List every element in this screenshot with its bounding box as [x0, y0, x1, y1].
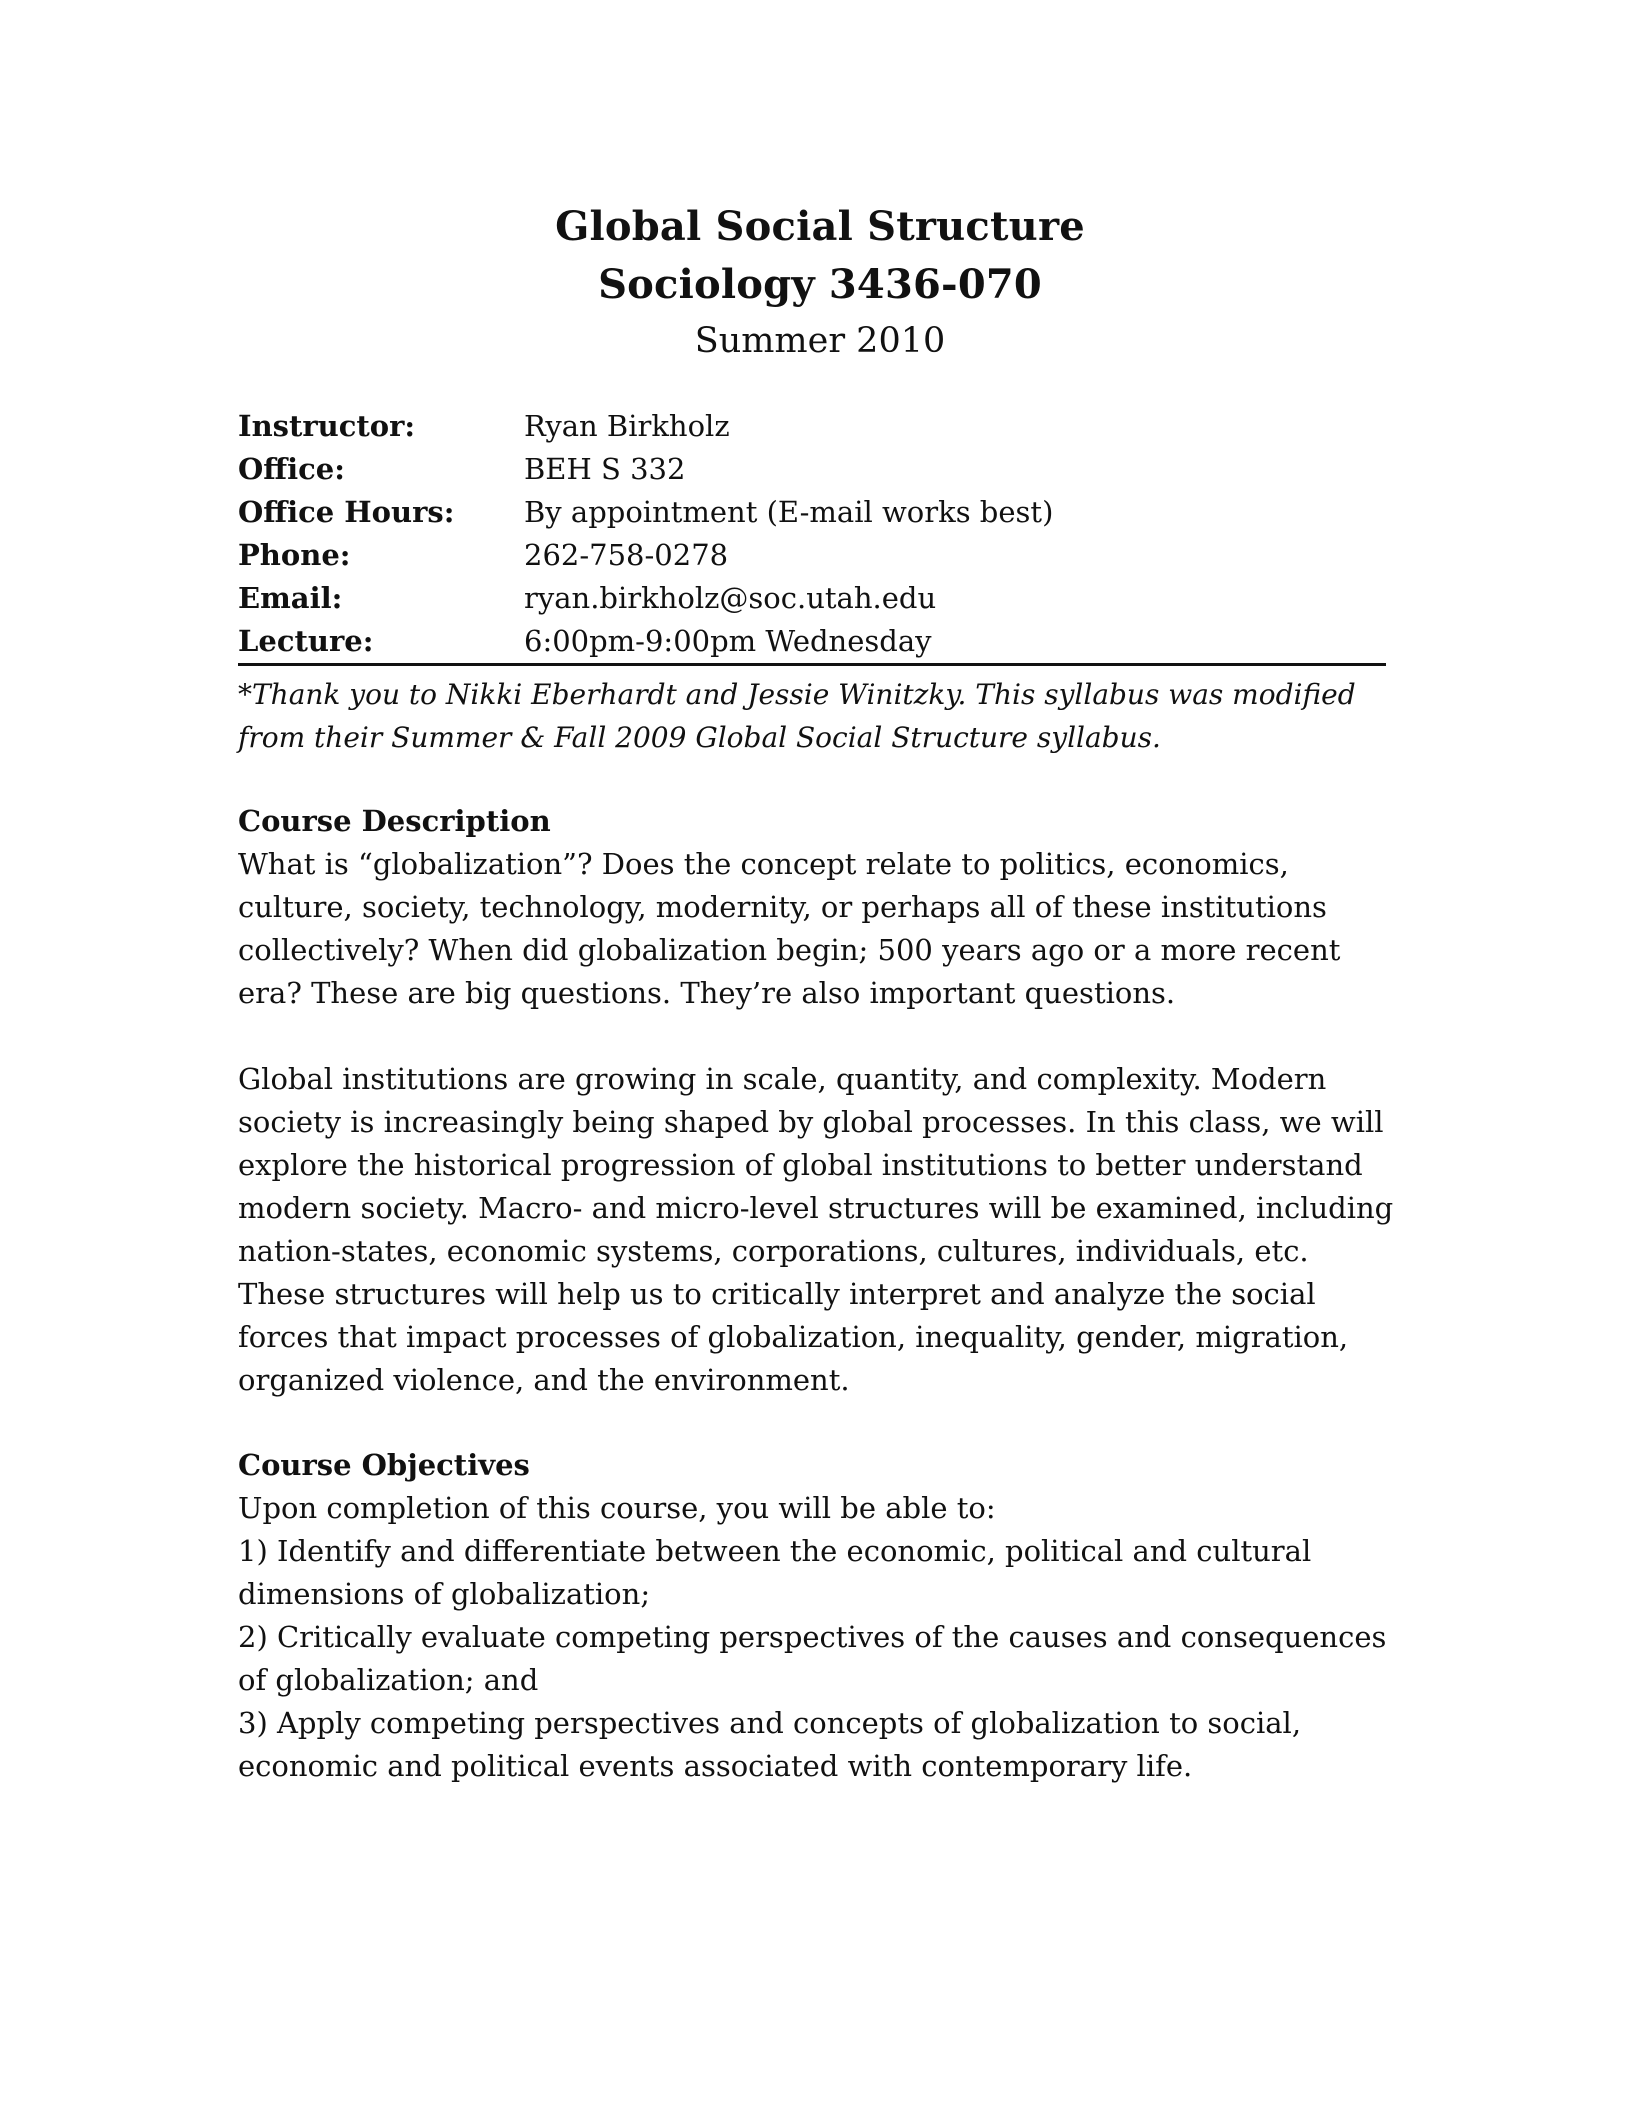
course-number: Sociology 3436-070: [598, 261, 1042, 308]
objective-item: 1) Identify and differentiate between the economic, political and cultural dimensions of globalization;: [238, 1534, 1312, 1611]
title-block: [0, 198, 1640, 366]
description-paragraph: Global institutions are growing in scale, quantity, and complexity. Modern society is increasingly being shaped by global processes. In this class, we will explore the historical progression of global institutions to better understand modern society. Macro- and micro-level structures will be examined, including nation-states, economic systems, corporations, cultures, individuals, etc. These structures will help us to critically interpret and analyze the social forces that impact processes of globalization, inequality, gender, migration, organized violence, and the environment.: [238, 1062, 1394, 1397]
description-paragraph: What is “globalization”? Does the concept relate to politics, economics, culture, society, technology, modernity, or perhaps all of these institutions collectively? When did globalization begin; 500 years ago or a more recent era? These are big questions. They’re also important questions.: [238, 847, 1341, 1010]
info-value: 6:00pm-9:00pm Wednesday: [524, 623, 932, 658]
info-label: Instructor:: [238, 408, 416, 443]
info-value: By appointment (E-mail works best): [524, 494, 1054, 529]
info-label: Office Hours:: [238, 494, 455, 529]
objective-item: 2) Critically evaluate competing perspectives of the causes and consequences of globalization; and: [238, 1620, 1387, 1697]
course-description-continued: [238, 1058, 1398, 1402]
section-heading: Course Objectives: [238, 1448, 530, 1482]
info-row-phone: [238, 533, 1386, 576]
course-term: Summer 2010: [694, 321, 946, 361]
info-row-instructor: [238, 404, 1386, 447]
course-objectives-section: [238, 1444, 1398, 1788]
info-row-lecture: [238, 619, 1386, 662]
info-value: 262-758-0278: [524, 537, 729, 572]
info-label: Email:: [238, 580, 343, 615]
info-label: Lecture:: [238, 623, 374, 658]
course-title: Global Social Structure: [555, 203, 1085, 250]
course-description-section: [238, 800, 1398, 1015]
info-label: Phone:: [238, 537, 351, 572]
horizontal-divider: [238, 663, 1386, 666]
info-label: Office:: [238, 451, 345, 486]
info-row-email: [238, 576, 1386, 619]
section-heading: Course Description: [238, 804, 551, 838]
info-value: BEH S 332: [524, 451, 686, 486]
objective-item: 3) Apply competing perspectives and concepts of globalization to social, economic and political events associated with contemporary life.: [238, 1706, 1302, 1783]
instructor-info-table: [238, 404, 1386, 662]
info-row-office: [238, 447, 1386, 490]
acknowledgment-note: *Thank you to Nikki Eberhardt and Jessie Winitzky. This syllabus was modified from their Summer & Fall 2009 Global Social Structure syllabus.: [238, 678, 1356, 754]
info-value: ryan.birkholz@soc.utah.edu: [524, 580, 937, 615]
info-row-office-hours: [238, 490, 1386, 533]
info-value: Ryan Birkholz: [524, 408, 730, 443]
objectives-intro: Upon completion of this course, you will be able to:: [238, 1491, 996, 1525]
